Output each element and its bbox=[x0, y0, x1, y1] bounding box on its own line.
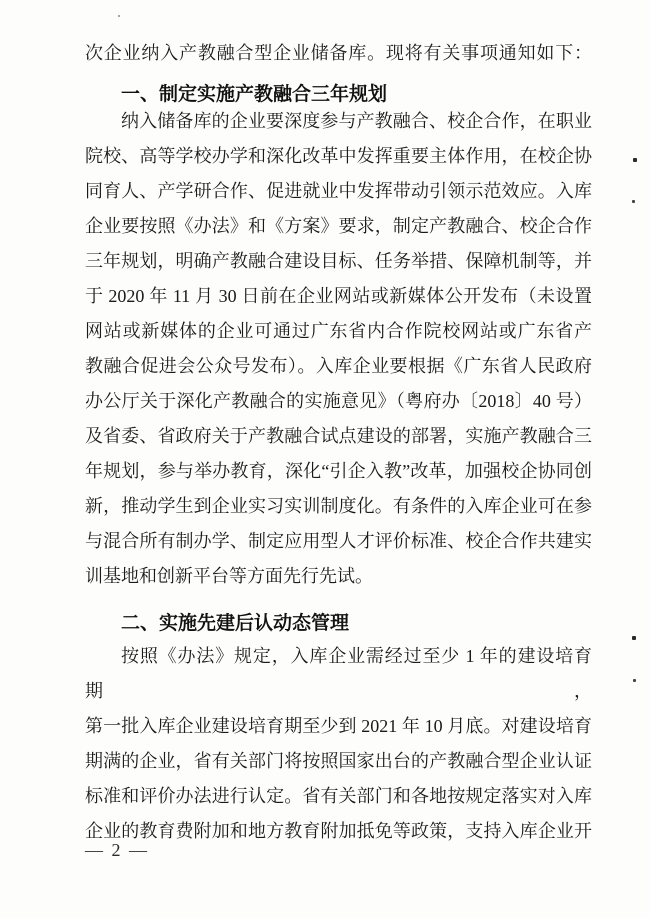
text-line: 网站或新媒体的企业可通过广东省内合作院校网站或广东省产 bbox=[85, 321, 592, 341]
document-body bbox=[85, 36, 592, 849]
scan-artifact-dot bbox=[632, 200, 635, 203]
scan-artifact-dot bbox=[118, 15, 120, 17]
section-heading-1: 一、制定实施产教融合三年规划 bbox=[121, 84, 388, 105]
text-line: 按照《办法》规定，入库企业需经过至少 1 年的建设培育期， bbox=[85, 646, 592, 701]
text-line: 年规划，参与举办教育，深化“引企入教”改革，加强校企协同创 bbox=[85, 461, 592, 481]
text-line: 标准和评价办法进行认定。省有关部门和各地按规定落实对入库 bbox=[85, 786, 592, 806]
text-line: 办公厅关于深化产教融合的实施意见》（粤府办〔2018〕40 号） bbox=[85, 391, 592, 411]
text-line: 纳入储备库的企业要深度参与产教融合、校企合作，在职业 bbox=[121, 111, 592, 131]
text-line: 训基地和创新平台等方面先行先试。 bbox=[85, 566, 373, 586]
section-heading-2: 二、实施先建后认动态管理 bbox=[121, 613, 350, 634]
text-line: 第一批入库企业建设培育期至少到 2021 年 10 月底。对建设培育 bbox=[85, 716, 592, 736]
text-line: 企业的教育费附加和地方教育附加抵免等政策，支持入库企业开 bbox=[85, 821, 592, 841]
text-line: 同育人、产学研合作、促进就业中发挥带动引领示范效应。入库 bbox=[85, 181, 592, 201]
text-line: 企业要按照《办法》和《方案》要求，制定产教融合、校企合作 bbox=[85, 216, 592, 236]
text-line: 三年规划，明确产教融合建设目标、任务举措、保障机制等，并 bbox=[85, 251, 592, 271]
text-line: 新，推动学生到企业实习实训制度化。有条件的入库企业可在参 bbox=[85, 496, 592, 516]
scan-artifact-dot bbox=[633, 679, 636, 682]
text-line: 院校、高等学校办学和深化改革中发挥重要主体作用，在校企协 bbox=[85, 146, 592, 166]
scan-artifact-dot bbox=[632, 636, 636, 640]
text-line: 于 2020 年 11 月 30 日前在企业网站或新媒体公开发布（未设置 bbox=[85, 286, 592, 306]
text-line: 及省委、省政府关于产教融合试点建设的部署，实施产教融合三 bbox=[85, 426, 592, 446]
scan-artifact-dot bbox=[633, 158, 637, 162]
text-line: 教融合促进会公众号发布）。入库企业要根据《广东省人民政府 bbox=[85, 356, 592, 376]
page-number: — 2 — bbox=[85, 840, 149, 860]
text-line: 期满的企业，省有关部门将按照国家出台的产教融合型企业认证 bbox=[85, 751, 592, 771]
text-line: 次企业纳入产教融合型企业储备库。现将有关事项通知如下： bbox=[85, 43, 592, 63]
text-line: 与混合所有制办学、制定应用型人才评价标准、校企合作共建实 bbox=[85, 531, 592, 551]
